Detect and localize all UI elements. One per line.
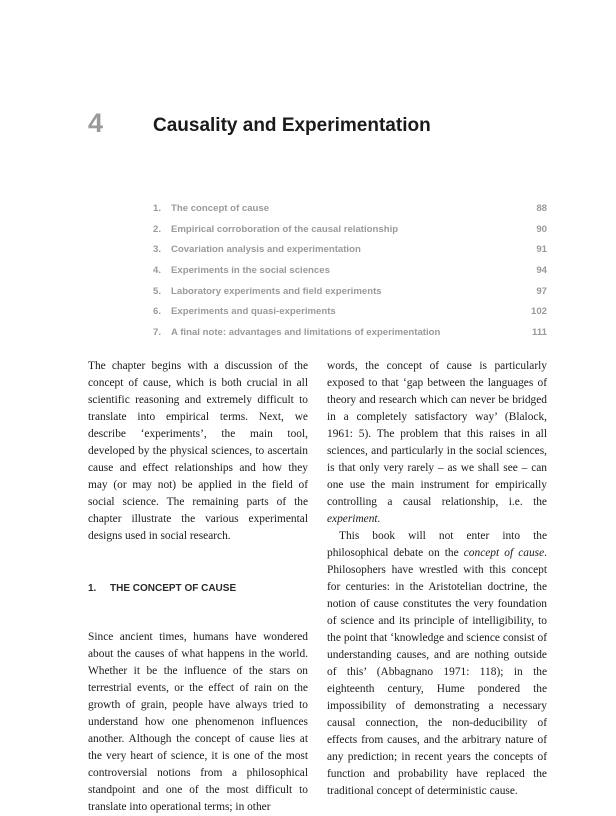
left-column [88,358,308,816]
emphasized-term: concept of cause [463,547,545,559]
chapter-title: Causality and Experimentation [153,115,431,136]
toc-item-number: 3. [153,244,162,256]
toc-item-page: 111 [532,327,547,339]
toc-item-page: 97 [536,285,547,297]
toc-item-title: Experiments and quasi-experiments [171,306,336,318]
section-heading [88,580,308,597]
table-of-contents [153,199,547,344]
toc-item-number: 5. [153,285,162,297]
section-title: THE CONCEPT OF CAUSE [110,583,237,594]
toc-item-page: 90 [536,223,547,235]
toc-item-number: 1. [153,203,162,214]
toc-item-number: 6. [153,306,162,318]
body-paragraph [327,358,547,528]
toc-item [153,261,547,282]
emphasized-term: experiment. [327,513,381,525]
toc-item-page: 88 [536,203,547,214]
toc-item-title: Experiments in the social sciences [171,265,330,277]
body-paragraph [327,528,547,800]
toc-item [153,323,547,344]
toc-item [153,302,547,323]
paragraph-text: . Philosophers have wrestled with this concept for centuries: in the Aristotelian doctrine, the notion of cause constitutes the very foundation of science and its principle of intelligibility, to the point that ‘knowledge and science consist of understanding causes, and are nothing outside of this’ (Abbagnano 1971: 118); in the eighteenth century, Hume pondered the impossibility of demonstrating a necessary causal connection, the non-deducibility of effects from causes, and the arbitrary nature of any prediction; in recent years the concepts of function and probability have replaced the traditional concept of deterministic cause. [327,547,547,797]
section-number: 1. [88,583,97,594]
toc-item-page: 94 [536,265,547,277]
toc-item [153,240,547,261]
toc-item-number: 7. [153,327,162,339]
chapter-number: 4 [88,108,104,138]
intro-paragraph: The chapter begins with a discussion of the concept of cause, which is both crucial in all scientific reasoning and extremely difficult to translate into empirical terms. Next, we describe ‘experiments’, the main tool, developed by the physical sciences, to ascertain cause and effect relationships and how they may (or may not) be applied in the field of social science. The remaining parts of the chapter illustrate the various experimental designs used in social research. [88,360,308,542]
toc-item-title: Empirical corroboration of the causal relationship [171,223,399,235]
right-column [327,358,547,800]
toc-item-page: 102 [530,306,547,318]
paragraph-text: words, the concept of cause is particularly exposed to that ‘gap between the languages of theory and research which can never be bridged in a completely satisfactory way’ (Blalock, 1961: 5). The problem that this raises in all sciences, and particularly in the social sciences, is that only very rarely – as we shall see – can one use the main instrument for empirically controlling a causal relationship, i.e. the [327,360,547,508]
section-paragraph: Since ancient times, humans have wondered about the causes of what happens in the world. Whether it be the influence of the stars on terrestrial events, or the effect of rain on the growth of grain, people have always tried to understand how one phenomenon influences another. Although the concept of cause lies at the very heart of science, it is one of the most controversial notions from a philosophical standpoint and one of the most difficult to translate into operational terms; in other [88,631,308,813]
toc-item-title: Laboratory experiments and field experiments [171,285,382,297]
toc-item [153,282,547,303]
toc-item-number: 4. [153,265,162,277]
toc-item-title: A final note: advantages and limitations of experimentation [171,327,441,339]
toc-item-title: Covariation analysis and experimentation [171,244,361,256]
toc-item-page: 91 [536,244,547,256]
toc-item [153,220,547,241]
toc-item-number: 2. [153,223,162,235]
toc-item-title: The concept of cause [171,203,270,214]
paragraph-text: This book will not enter into the philosophical debate on the [327,530,547,559]
toc-item [153,199,547,220]
